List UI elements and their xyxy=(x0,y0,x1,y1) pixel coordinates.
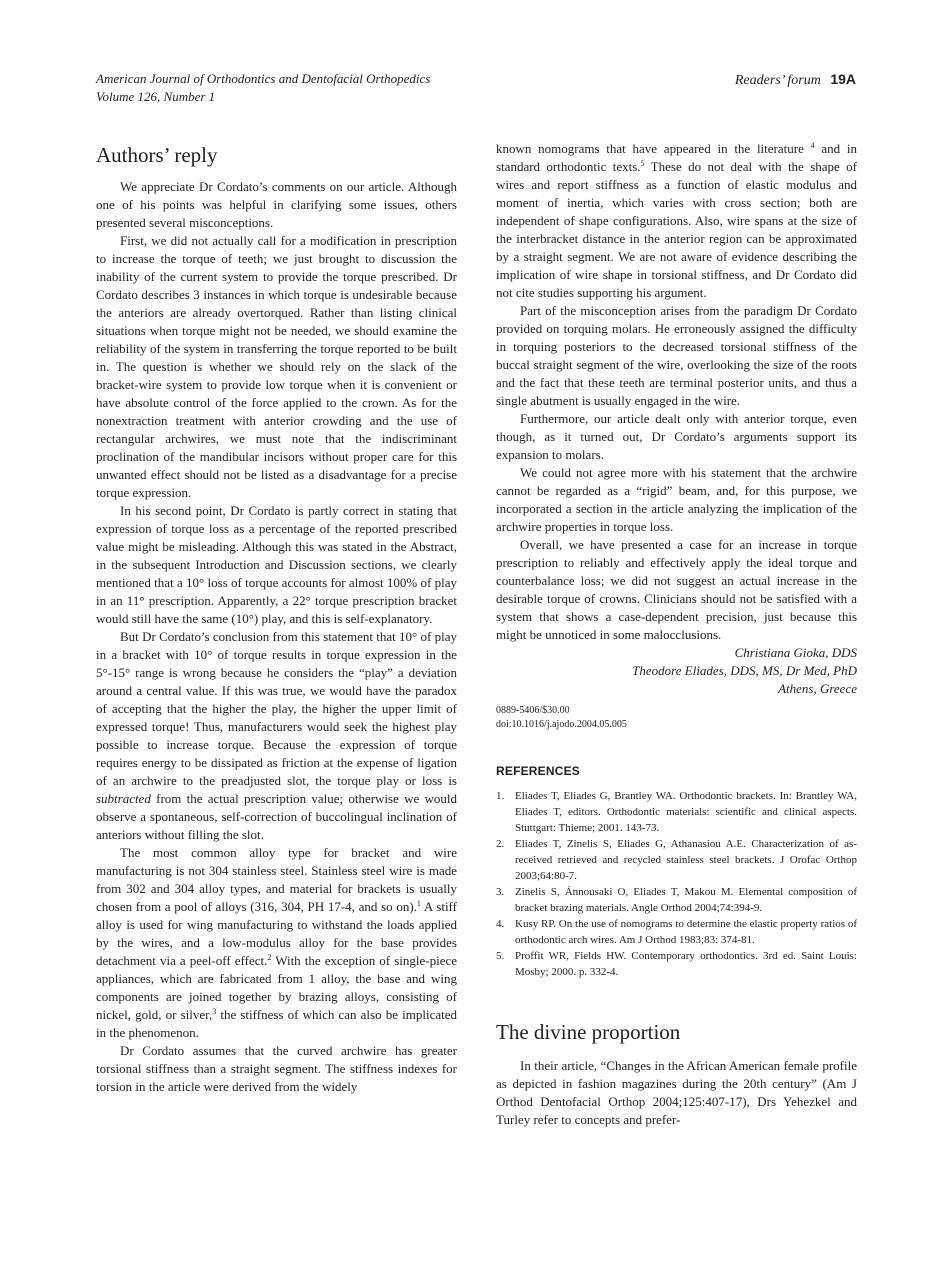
next-article-title: The divine proportion xyxy=(496,1020,681,1044)
reference-item: 2. Eliades T, Zinelis S, Eliades G, Athanasiou A.E. Characterization of as-received retrieved and recycled stainless steel brackets. J Orofac Orthop 2003;64:80-7. xyxy=(496,838,857,882)
author-2: Theodore Eliades, DDS, MS, Dr Med, PhD xyxy=(632,663,857,678)
paragraph-4: But Dr Cordato’s conclusion from this statement that 10° of play in a bracket with 10° of torque results in torque expression in the 5°-15° range is wrong because he considers the “play” a deviation around a central value. If this was true, we would have the paradox of accepting that the higher the play, the higher the upper limit of expressed torque! Thus, manufacturers would seek the highest play possible to increase torque. Because the expression of torque requires energy to be dissipated as friction at the expense of ligation of an archwire to the preadjusted slot, the torque play or loss is subtracted from the actual prescription value; otherwise we would observe a spontaneous, self-correction of buccolingual inclination of anteriors without filling the slot. xyxy=(96,629,457,842)
article-title: Authors’ reply xyxy=(96,143,218,167)
reference-item: 4. Kusy RP. On the use of nomograms to determine the elastic property ratios of orthodontic arch wires. Am J Orthod 1983;83: 374-81. xyxy=(496,918,857,946)
right-column xyxy=(496,140,857,1129)
citation-4: 4 xyxy=(810,141,815,150)
journal-volume: Volume 126, Number 1 xyxy=(96,89,216,104)
paragraph-6: Dr Cordato assumes that the curved archwire has greater torsional stiffness than a straight segment. The stiffness indexes for torsion in the article were derived from the widely xyxy=(96,1043,457,1094)
citation-2: 2 xyxy=(267,953,272,962)
journal-name: American Journal of Orthodontics and Dentofacial Orthopedics xyxy=(96,71,431,86)
reference-item: 5. Proffit WR, Fields HW. Contemporary orthodontics. 3rd ed. Saint Louis: Mosby; 2000. p. 332-4. xyxy=(496,950,857,978)
citation-5: 5 xyxy=(640,159,645,168)
author-1: Christiana Gioka, DDS xyxy=(734,645,857,660)
paragraph-10: Overall, we have presented a case for an increase in torque prescription to reliably and effectively apply the ideal torque and counterbalance loss; we did not suggest an actual increase in the desirable torque of crowns. Clinicians should not be satisfied with a system that shows a case-dependent precision, just because this might be unnoticed in some malocclusions. xyxy=(496,537,857,642)
article-metadata xyxy=(496,704,857,732)
paragraph-3: In his second point, Dr Cordato is partly correct in stating that expression of torque loss as a percentage of the reported prescribed value might be misleading. Although this was stated in the Abstract, in the subsequent Introduction and Discussion sections, we clearly mentioned that a 10° loss of torque accounts for almost 100% of play in an 11° prescription. Apparently, a 22° torque prescription bracket would still have the same (10°) play, and this is self-explanatory. xyxy=(96,503,457,626)
citation-1: 1 xyxy=(416,899,421,908)
paragraph-8: Furthermore, our article dealt only with anterior torque, even though, as it turned out, Dr Cordato’s arguments support its expansion to molars. xyxy=(496,411,857,462)
emphasis-subtracted: subtracted xyxy=(96,791,151,806)
running-header-journal xyxy=(96,70,430,106)
next-article-paragraph-1: In their article, “Changes in the African American female profile as depicted in fashion magazines during the 20th century” (Am J Orthod Dentofacial Orthop 2004;125:407-17), Drs Yehezkel and Turley refer to concepts and prefer- xyxy=(496,1058,857,1127)
section-name: Readers’ forum xyxy=(734,73,821,88)
reference-item: 1. Eliades T, Eliades G, Brantley WA. Orthodontic brackets. In: Brantley WA, Eliades T, editors. Orthodontic materials: scientific and clinical aspects. Stuttgart: Thieme; 2001. 143-73. xyxy=(496,790,857,834)
reference-item: 3. Zinelis S, Ánnousaki O, Eliades T, Makou M. Elemental composition of bracket brazing materials. Angle Orthod 2004;74:394-9. xyxy=(496,886,857,914)
reference-list xyxy=(496,788,857,980)
author-location: Athens, Greece xyxy=(778,681,857,696)
left-column xyxy=(96,140,457,1096)
paragraph-6-continued: known nomograms that have appeared in the literature $^4$ and in standard orthodontic texts.$^5$ These do not deal with the shape of wires and report stiffness as a function of elastic modulus and moment of inertia, which varies with cross section; both are independent of shape configurations. Also, wire spans at the size of the interbracket distance in the anterior region can be approximated by a straight segment. We are not aware of evidence describing the implication of wire shape in torsional stiffness, and Dr Cordato did not cite studies supporting his argument. xyxy=(496,141,858,300)
paragraph-1: We appreciate Dr Cordato’s comments on our article. Although one of his points was helpful in clarifying some issues, others presented several misconceptions. xyxy=(96,179,457,230)
paragraph-2: First, we did not actually call for a modification in prescription to increase the torque of teeth; we just brought to discussion the inability of the current system to provide the torque prescribed. Dr Cordato describes 3 instances in which torque is undesirable because the anteriors are already overtorqued. Rather than listing clinical situations when torque might not be needed, we should examine the reliability of the system in transferring the torque reported to be built in. The question is whether we should rely on the slack of the bracket-wire system to provide low torque when it is convenient or have absolute control of the force applied to the crown. As for the nonextraction treatment with anterior crowding and the use of rectangular archwires, we must note that the indiscriminant proclination of the mandibular incisors without proper care for this unwanted effect should not be listed as a disadvantage for a precise torque expression. xyxy=(96,233,457,500)
doi: doi:10.1016/j.ajodo.2004.05.005 xyxy=(496,719,627,730)
paragraph-9: We could not agree more with his statement that the archwire cannot be regarded as a “rigid” beam, and, for this purpose, we incorporated a section in the article analyzing the implication of the archwire properties in torque loss. xyxy=(496,465,857,534)
running-header-section xyxy=(735,70,856,90)
price-code: 0889-5406/$30.00 xyxy=(496,705,570,716)
author-signature xyxy=(496,644,857,698)
paragraph-7: Part of the misconception arises from the paradigm Dr Cordato provided on torquing molars. He erroneously assigned the difficulty in torquing posteriors to the decreased torsional stiffness of the buccal straight segment of the wire, overlooking the size of the roots and the fact that these teeth are terminal posterior units, and thus a single abutment is usually engaged in the wire. xyxy=(496,303,857,408)
citation-3: 3 xyxy=(212,1007,217,1016)
paragraph-5: The most common alloy type for bracket and wire manufacturing is not 304 stainless steel. Stainless steel wire is made from 302 and 304 alloy types, and material for brackets is usually chosen from a pool of alloys (316, 304, PH 17-4, and so on).$^1$ A stiff alloy is used for wing manufacturing to withstand the loads applied by the wires, and a low-modulus alloy for the base provides detachment via a peel-off effect.$^2$ With the exception of single-piece appliances, which are fabricated from 1 alloy, the base and wing components are joined together by brazing alloys, consisting of nickel, gold, or silver,$^3$ the stiffness of which can also be implicated in the phenomenon. xyxy=(96,845,458,1040)
references-heading: REFERENCES xyxy=(496,764,581,778)
page-number: 19A xyxy=(830,71,856,87)
